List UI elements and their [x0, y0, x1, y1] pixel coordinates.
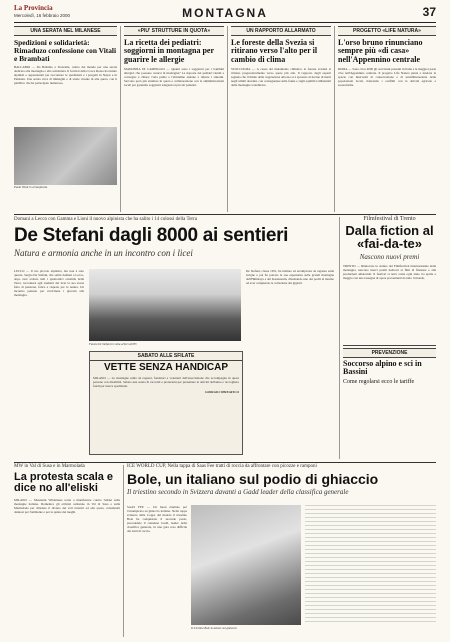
article-body: STOCCOLMA — A causa del mutamento climatico le foreste svedesi si ritirano progressivamente verso quote più alte. Il rapporto degli esperti segnala che il limite della vegetazione arborea si è spostato di decine di metri negli ultimi decenni, con conseguenze sulla fauna e sugli equilibri ambientali delle montagne scandinave.: [231, 67, 331, 88]
rescue-title: Soccorso alpino e sci in Bassini: [343, 359, 422, 377]
article-body: MADONNA DI CAMPIGLIO — Quanti sono i soggiorni per i bambini allergici che possono curarsi in montagna? La risposta dei pediatri riuniti a convegno è chiara: l'aria pulita e l'altitudine aiutano a ridurre i sintomi. Servono però più strutture in quota e collaborazione con le amministrazioni locali per garantire soggiorni adeguati ai piccoli pazienti.: [124, 67, 224, 88]
feature-subtitle: Natura e armonia anche in un incontro con i licei: [14, 247, 193, 258]
newspaper-name: La Provincia: [14, 4, 53, 12]
ice-cup-body-cont: [305, 505, 436, 625]
article-kicker: UN RAPPORTO ALLARMATO: [231, 26, 331, 36]
ice-cup-article: [127, 465, 436, 637]
article-kicker: PROGETTO «LIFE NATURA»: [338, 26, 436, 36]
handicap-box: [89, 351, 243, 455]
ice-cup-body: SAAS FEE — Un buon risultato per l'arrampicata su ghiaccio italiana. Nella tappa svizzera della Coppa del mondo il triestino Bole ha conquistato il secondo posto, precedendo il canadese Gadd, leader della classifica generale, in una gara resa difficile dai tratti di roccia.: [127, 505, 187, 533]
photo-caption: Paolo Vitali in arrampicata: [14, 185, 48, 190]
feature-kicker: Domani a Lecco con Gamma e Lioni il nuovo alpinista che ha salito i 14 colossi della Terra: [14, 217, 197, 222]
climber-photo: [14, 127, 117, 185]
box-signature: GIORGIO SPREAFICO: [205, 389, 239, 394]
box-body: MILANO — Le montagne salite da ragazzi, fondatori e volontari dell'associazione che accompagna in quota persone con disabilità. Sabato una serata di racconti e proiezioni per presentare le attività dell'anno e raccogliere fondi per nuove spedizioni.: [93, 375, 239, 388]
article-body: ROMA — Sono circa 4000 gli orsi bruni presenti in Italia e la maggior parte vive nell'Appennino centrale. Il progetto Life Natura punta a tutelare la specie con interventi di conservazione e di sensibilizzazione delle popolazioni locali, riducendo i conflitti con le attività agricole e zootecniche.: [338, 67, 436, 88]
eliski-article: [14, 465, 120, 637]
box-kicker: SABATO ALLE SFILATE: [90, 352, 242, 361]
article-title: L'orso bruno rinunciano sempre più «di casa» nell'Appennino centrale: [338, 38, 423, 64]
article-kicker: «PIU' STRUTTURE IN QUOTA»: [124, 26, 224, 36]
page-number: 37: [422, 5, 436, 19]
top-article-1: [14, 26, 117, 212]
top-article-4: [338, 26, 436, 212]
article-title: Le foreste della Svezia si ritirano verso l'alto per il cambio di clima: [231, 38, 318, 64]
summit-photo-caption: Fausto De Stefani in vetta al K2 nell'83: [89, 342, 137, 346]
rescue-kicker: PREVENZIONE: [343, 348, 436, 358]
ice-photo-caption: Il triestino Bole in azione sul ghiaccio: [191, 626, 237, 630]
eliski-body: MILANO — Mountain Wilderness torna a manifestare contro l'eliski sulle montagne italiane. Domenica gli attivisti saliranno in Val di Susa e sulla Marmolada per chiedere il divieto dei voli turistici ad alta quota, considerati dannosi per l'ambiente e per la quiete dei luoghi.: [14, 497, 120, 514]
top-article-2: [124, 26, 224, 212]
feature-body-1: LECCO — Il tuo piccolo alpinista, ma non è solo questo. Sergio De Stefani, che salirà domani a Lecco, dopo aver scalato tutti i quattordici ottomila della Terra, racconterà agli studenti dei licei la sua storia fatta di passione, fatica e rispetto per la natura. Un incontro pensato per avvicinare i giovani alla montagna.: [14, 269, 84, 297]
article-body: BALLABIO — Da Ballabio a Trezzella, centro del mondo per una serata dedicata alla montagna e alla solidarietà. Il festival della Croce Rossa ha riunito alpinisti e appassionati per raccontare le spedizioni e i progetti in Nepal e in Pakistan. Una serata ricca di immagini e di storie vissute in alta quota, con il pubblico che ha partecipato numeroso.: [14, 65, 117, 86]
film-title: Dalla fiction al «fai-da-te»: [345, 222, 434, 252]
issue-date: Mercoledì, 16 febbraio 2000: [14, 13, 71, 18]
article-title: La ricetta dei pediatri: soggiorni in montagna per guarire le allergie: [124, 38, 214, 64]
box-title: VETTE SENZA HANDICAP: [103, 362, 229, 373]
article-title: Spedizioni e solidarietà: Rimaduzo confessione con Vitali e Brambati: [14, 38, 117, 63]
film-kicker: Filmfestival di Trento: [363, 216, 416, 222]
page-header: [14, 4, 436, 23]
feature-title: De Stefani dagli 8000 ai sentieri: [14, 225, 289, 246]
film-subtitle: Nascono nuovi premi: [359, 252, 420, 261]
article-kicker: UNA SERATA NEL MILANESE: [14, 26, 117, 36]
ice-cup-subtitle: Il triestino secondo in Svizzera davanti a Gadd leader della classifica generale: [127, 488, 349, 497]
ice-climber-photo: [191, 505, 301, 625]
film-body: TRENTO — Rinnovato lo statuto del Filmfestival internazionale della montagna, nascono nuovi premi dedicati ai film di finzione e alle produzioni amatoriali. Il festival si terrà come ogni anno tra aprile e maggio con una rassegna di opere provenienti da tutto il mondo.: [343, 263, 436, 280]
eliski-title: La protesta scala e dice no all'eliski: [14, 470, 114, 495]
top-article-3: [231, 26, 331, 212]
feature-body-2: De Stefani, classe 1951, ha iniziato ad arrampicare da ragazzo sulle Grigne e poi ha portato la sua esperienza sulle grandi montagne dell'Himalaya e del Karakorum, diventando uno dei pochi al mondo ad aver completato la collezione dei giganti.: [246, 269, 334, 285]
eliski-kicker: MW in Val di Susa e in Marmolada: [14, 464, 85, 469]
rescue-box: [343, 345, 436, 385]
rescue-subtitle: Come regolarsi ecco le tariffe: [343, 378, 415, 385]
summit-photo: [89, 269, 241, 341]
ice-cup-kicker: ICE WORLD CUP, Nella tappa di Saas Fee tratti di roccia da affrontare con picozze e ramponi: [127, 464, 317, 469]
section-title: MONTAGNA: [182, 6, 268, 20]
film-article: [343, 217, 436, 459]
feature-article: [14, 217, 336, 459]
ice-cup-title: Bole, un italiano sul podio di ghiaccio: [127, 470, 379, 487]
